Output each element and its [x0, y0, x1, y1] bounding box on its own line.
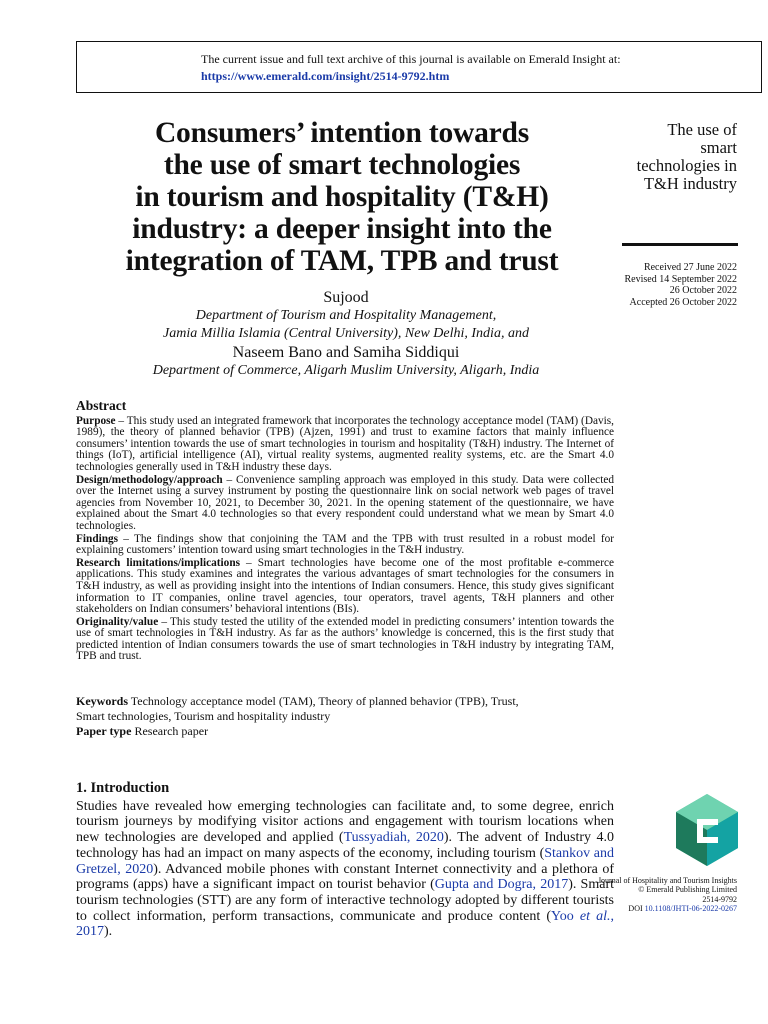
side-divider [622, 243, 738, 246]
introduction [76, 781, 614, 940]
doi: DOI 10.1108/JHTI-06-2022-0267 [628, 904, 737, 914]
abstract-research: Research limitations/implications – Smart technologies have become one of the most profitable e-commerce applications. This study examines and integrates the various advantages of smart technologies for the consumers in T&H industry, as well as providing insight into the intentions of Indian consumers. Hence, this study gives significant information to IT companies, online travel agencies, tour operators, travel agents, T&H planners and other stakeholders on Indian consumers’ behavioral intentions (BIs). [76, 556, 614, 616]
journal-name: Journal of Hospitality and Tourism Insights [597, 876, 737, 885]
emerald-logo-icon [676, 794, 738, 866]
issn: 2514-9792 [702, 894, 737, 904]
abstract-purpose: Purpose – This study used an integrated framework that incorporates the technology acceptance model (TAM) (Davis, 1989), the theory of planned behavior (TPB) (Ajzen, 1991) and trust to examine factors that mainly influence consumers’ intention towards the use of smart technologies in tourism and hospitality (T&H) industry. The Internet of things (IoT), artificial intelligence (AI), virtual reality systems, augmented reality systems, etc. are the Smart 4.0 technologies generally used in T&H industry these days. [76, 414, 614, 473]
author-name: Naseem Bano and Samiha Siddiqui [232, 344, 460, 361]
banner-text: The current issue and full text archive of this journal is available on Emerald Insight at: [201, 52, 621, 66]
intro-paragraph: Studies have revealed how emerging technologies can facilitate and, to some degree, enrich tourism journeys by modifying visitor actions and engagement with tourism locations when new technologies are developed and applied (Tussyadiah, 2020). The advent of Industry 4.0 technology has had an impact on many aspects of the economy, including tourism (Stankov and Gretzel, 2020). Advanced mobile phones with constant Internet connectivity and a plethora of programs (apps) have a significant impact on tourist behavior (Gupta and Dogra, 2017). Smart tourism technologies (STT) are any form of interactive technology adopted by different tourists to collect information, perform transactions, communicate and produce content (Yoo et al., 2017). [76, 798, 615, 940]
journal-info [597, 876, 737, 914]
paper-type: Paper type Research paper [76, 724, 209, 738]
keywords-block [76, 694, 614, 739]
affiliation: Department of Commerce, Aligarh Muslim University, Aligarh, India [152, 363, 540, 378]
abstract [76, 400, 614, 664]
citation-link[interactable]: Stankov and Gretzel, 2020 [76, 845, 614, 877]
running-title: The use of smart technologies in T&H industry [636, 120, 737, 193]
doi-link[interactable]: 10.1108/JHTI-06-2022-0267 [644, 904, 737, 914]
author-block [76, 288, 616, 380]
journal-banner [76, 41, 762, 93]
abstract-originality: Originality/value – This study tested the utility of the extended model in predicting consumers’ intention towards the use of smart technologies in T&H industry. As far as the authors’ knowledge is concerned, this is the first study that predicted intention of Indian consumers towards the use of smart technologies in T&H industry by integrating TAM, TPB and trust. [76, 615, 614, 663]
author-name: Sujood [323, 289, 369, 306]
keywords: Keywords Technology acceptance model (TAM), Theory of planned behavior (TPB), Trust, [76, 694, 519, 708]
section-heading: 1. Introduction [76, 780, 170, 796]
article-title: Consumers’ intention towards the use of smart technologies in tourism and hospitality (T&H) industry: a deeper insight into the integration of TAM, TPB and trust [125, 117, 559, 277]
abstract-heading: Abstract [76, 398, 127, 413]
abstract-findings: Findings – The findings show that conjoining the TAM and the TPB with trust resulted in a robust model for explaining customers’ intention toward using smart technologies in the T&H industry. [76, 532, 614, 557]
citation-link[interactable]: Yoo et al., 2017 [76, 908, 614, 940]
article-dates: Received 27 June 2022 Revised 14 September 2022 26 October 2022 Accepted 26 October 2022 [624, 262, 737, 308]
banner-url-link[interactable]: https://www.emerald.com/insight/2514-9792.htm [201, 69, 450, 83]
citation-link[interactable]: Tussyadiah, 2020 [343, 830, 444, 846]
keywords-cont: Smart technologies, Tourism and hospitality industry [76, 709, 331, 723]
affiliation: Jamia Millia Islamia (Central University), New Delhi, India, and [163, 326, 529, 341]
affiliation: Department of Tourism and Hospitality Management, [195, 308, 497, 323]
citation-link[interactable]: Gupta and Dogra, 2017 [434, 877, 569, 893]
abstract-design: Design/methodology/approach – Convenience sampling approach was employed in this study. Data were collected over the Internet using a survey instrument by posting the questionnaire link on social network web pages of travel agencies from November 10, 2021, to December 30, 2021. In the opening statement of the questionnaire, we have explained about the Smart 4.0 technologies so that every respondent could understand what we mean by Smart 4.0 technologies. [76, 473, 614, 532]
publisher: © Emerald Publishing Limited [638, 885, 737, 895]
